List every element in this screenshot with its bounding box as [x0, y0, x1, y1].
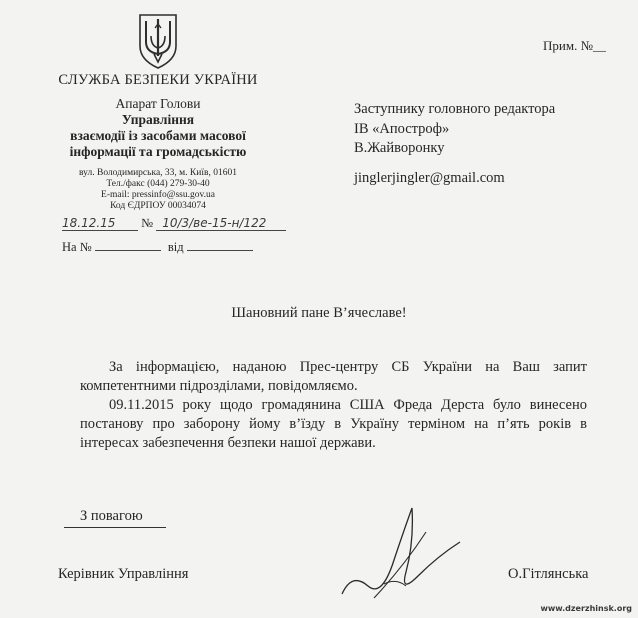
- signer-name: О.Гітлянська: [508, 566, 589, 582]
- letter-body: [80, 358, 587, 453]
- vid-blank: [187, 250, 253, 251]
- signature-icon: [334, 502, 464, 612]
- department-line-2: взаємодії із засобами масової: [70, 128, 246, 143]
- recipient-line-1: Заступнику головного редактора: [354, 101, 556, 117]
- address-block: [60, 168, 256, 212]
- recipient-email: jinglerjingler@gmail.com: [354, 170, 505, 186]
- ref-number: 10/3/ве-15-н/122: [156, 216, 286, 231]
- body-paragraph-2: 09.11.2015 року щодо громадянина США Фреда Дерста було винесено постанову про заборону йому в’їзду в Україну терміном на п’ять років в інтересах забезпечення безпеки нашої держави.: [80, 397, 587, 451]
- closing-underline: [64, 527, 166, 528]
- salutation: Шановний пане В’ячеславе!: [231, 305, 407, 321]
- vid-label: від: [167, 240, 184, 254]
- address-code: Код ЄДРПОУ 00034074: [110, 201, 206, 211]
- body-paragraph-1: За інформацією, наданою Прес-центру СБ України на Ваш запит компетентними підрозділами, повідомляємо.: [80, 359, 587, 394]
- department-line-1: Управління: [121, 112, 195, 127]
- na-blank: [95, 250, 161, 251]
- address-street: вул. Володимирська, 33, м. Київ, 01601: [79, 168, 237, 178]
- signer-title: Керівник Управління: [58, 566, 189, 582]
- reference-line: [62, 216, 286, 231]
- ref-date: 18.12.15: [62, 216, 138, 231]
- incoming-reference-line: [62, 240, 253, 255]
- department-line-3: інформації та громадськістю: [69, 144, 247, 159]
- department-block: [52, 96, 264, 160]
- closing: З повагою: [80, 508, 143, 524]
- coat-of-arms-icon: [136, 12, 180, 70]
- address-email: E-mail: pressinfo@ssu.gov.ua: [101, 190, 215, 200]
- recipient-line-2: ІВ «Апостроф»: [354, 120, 450, 137]
- ref-number-label: №: [141, 216, 154, 230]
- agency-name: СЛУЖБА БЕЗПЕКИ УКРАЇНИ: [58, 72, 258, 88]
- recipient-block: [354, 100, 555, 159]
- office-name: Апарат Голови: [115, 96, 201, 111]
- watermark: www.dzerzhinsk.org: [540, 604, 632, 613]
- recipient-line-3: В.Жайворонку: [354, 140, 445, 156]
- address-phone: Тел./факс (044) 279-30-40: [106, 179, 210, 189]
- na-label: На №: [62, 240, 92, 254]
- prim-number: Прим. №__: [543, 38, 606, 53]
